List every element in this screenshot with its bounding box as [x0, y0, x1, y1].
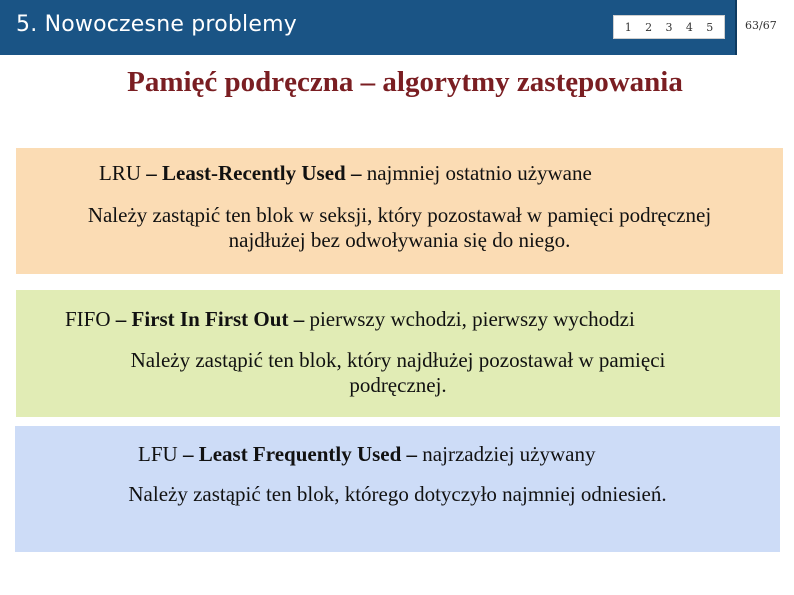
lru-heading: [16, 161, 783, 186]
fifo-description: [16, 348, 780, 398]
section-link-1[interactable]: 1: [624, 20, 632, 34]
lfu-dash-2: –: [406, 442, 418, 466]
lru-box: [16, 148, 783, 274]
lfu-polish-name: najrzadziej używany: [422, 442, 596, 466]
slide-title: Pamięć podręczna – algorytmy zastępowania: [127, 66, 683, 98]
lru-dash-1: –: [146, 161, 157, 185]
lru-acronym: LRU: [99, 161, 141, 185]
header-bar: [0, 0, 737, 55]
fifo-heading: [16, 307, 780, 332]
fifo-acronym: FIFO: [65, 307, 111, 331]
lfu-english-name: Least Frequently Used: [198, 442, 402, 466]
section-link-4[interactable]: 4: [685, 20, 693, 34]
fifo-description-line: podręcznej.: [349, 373, 447, 397]
lru-description-line: Należy zastąpić ten blok w seksji, który pozostawał w pamięci podręcznej: [87, 203, 712, 227]
page-counter: 63/67: [745, 19, 777, 32]
lfu-acronym: LFU: [138, 442, 178, 466]
lfu-description-line: Należy zastąpić ten blok, którego dotyczyło najmniej odniesień.: [128, 482, 667, 506]
lfu-heading: [15, 442, 780, 467]
fifo-box: [16, 290, 780, 417]
section-link-5[interactable]: 5: [706, 20, 714, 34]
lru-description: [16, 203, 783, 253]
fifo-dash-1: –: [115, 307, 127, 331]
section-navigation: [613, 15, 725, 39]
fifo-english-name: First In First Out: [131, 307, 289, 331]
fifo-description-line: Należy zastąpić ten blok, który najdłużej pozostawał w pamięci: [130, 348, 666, 372]
lru-english-name: Least-Recently Used: [162, 161, 346, 185]
lfu-box: [15, 426, 780, 552]
lfu-dash-1: –: [182, 442, 194, 466]
lru-dash-2: –: [350, 161, 362, 185]
section-link-3[interactable]: 3: [665, 20, 673, 34]
fifo-polish-name: pierwszy wchodzi, pierwszy wychodzi: [309, 307, 635, 331]
section-link-2[interactable]: 2: [645, 20, 653, 34]
fifo-dash-2: –: [293, 307, 305, 331]
lru-polish-name: najmniej ostatnio używane: [366, 161, 592, 185]
lfu-description: [15, 482, 780, 507]
lru-description-line: najdłużej bez odwoływania się do niego.: [228, 228, 571, 252]
section-title: 5. Nowoczesne problemy: [16, 12, 297, 37]
